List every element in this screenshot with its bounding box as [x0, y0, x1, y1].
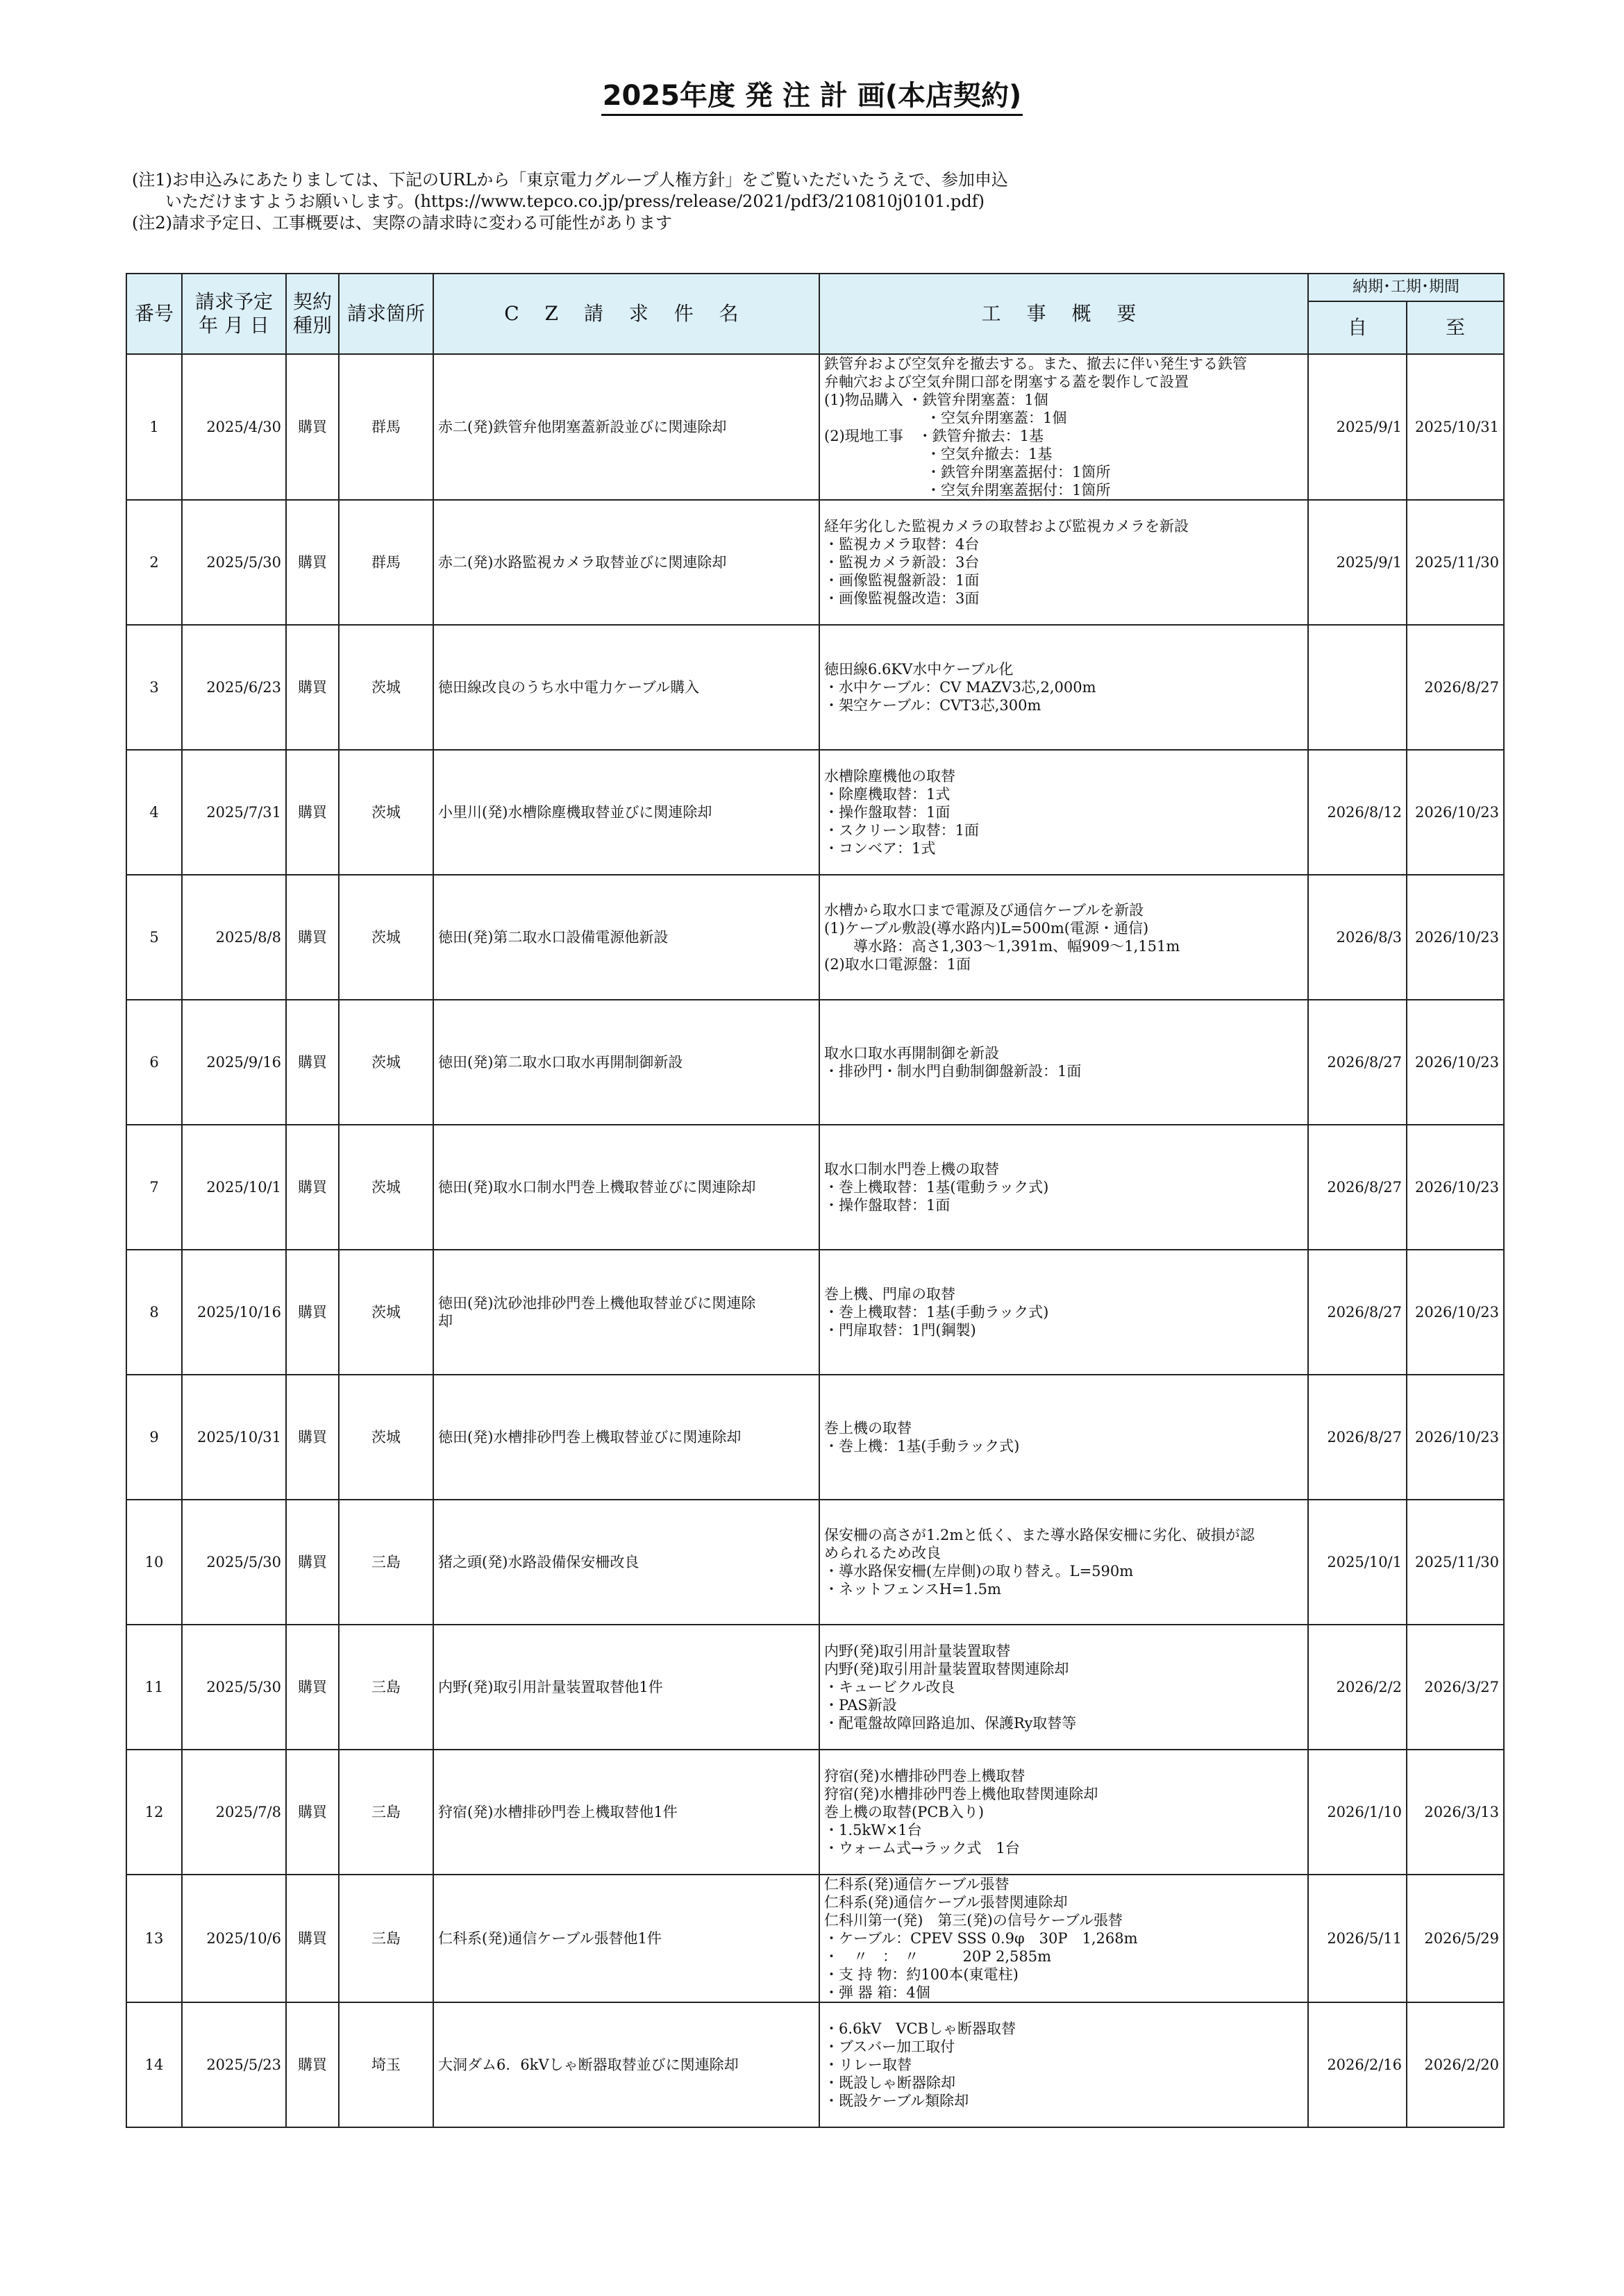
cell-summary: 徳田線6.6KV水中ケーブル化 ・水中ケーブル：CV MAZV3芯,2,000m ・架空ケーブル：CVT3芯,300m	[819, 625, 1308, 750]
cell-type: 購買	[286, 1500, 339, 1625]
cell-no: 14	[126, 2002, 182, 2127]
cell-from: 2026/2/2	[1308, 1625, 1407, 1750]
cell-no: 13	[126, 1875, 182, 2002]
cell-from: 2025/10/1	[1308, 1500, 1407, 1625]
cell-name: 赤二(発)鉄管弁他閉塞蓋新設並びに関連除却	[433, 354, 819, 500]
cell-to: 2026/10/23	[1407, 1250, 1504, 1375]
cell-no: 1	[126, 354, 182, 500]
header-no: 番号	[126, 274, 182, 354]
cell-summary: 経年劣化した監視カメラの取替および監視カメラを新設 ・監視カメラ取替：4台 ・監視カメラ新設：3台 ・画像監視盤新設：1面 ・画像監視盤改造：3面	[819, 500, 1308, 625]
cell-to: 2026/10/23	[1407, 1125, 1504, 1250]
cell-name: 徳田(発)水槽排砂門巻上機取替並びに関連除却	[433, 1375, 819, 1500]
notes	[132, 169, 1521, 234]
cell-type: 購買	[286, 1875, 339, 2002]
cell-summary: 巻上機の取替 ・巻上機：1基(手動ラック式)	[819, 1375, 1308, 1500]
cell-name: 小里川(発)水槽除塵機取替並びに関連除却	[433, 750, 819, 875]
cell-to: 2026/8/27	[1407, 625, 1504, 750]
cell-type: 購買	[286, 2002, 339, 2127]
cell-to: 2026/10/23	[1407, 1000, 1504, 1125]
cell-from: 2026/5/11	[1308, 1875, 1407, 2002]
table-row	[126, 1125, 1504, 1250]
cell-type: 購買	[286, 1125, 339, 1250]
cell-from: 2026/1/10	[1308, 1750, 1407, 1875]
cell-date: 2025/5/30	[182, 1625, 286, 1750]
header-period: 納期･工期･期間	[1308, 274, 1504, 301]
cell-no: 12	[126, 1750, 182, 1875]
cell-no: 2	[126, 500, 182, 625]
cell-name: 徳田(発)沈砂池排砂門巻上機他取替並びに関連除 却	[433, 1250, 819, 1375]
table-row	[126, 2002, 1504, 2127]
cell-name: 徳田線改良のうち水中電力ケーブル購入	[433, 625, 819, 750]
cell-type: 購買	[286, 625, 339, 750]
cell-summary: 保安柵の高さが1.2mと低く、また導水路保安柵に劣化、破損が認 められるため改良 ・導水路保安柵(左岸側)の取り替え。L=590m ・ネットフェンスH=1.5m	[819, 1500, 1308, 1625]
cell-office: 三島	[339, 1875, 433, 2002]
cell-type: 購買	[286, 1000, 339, 1125]
cell-date: 2025/4/30	[182, 354, 286, 500]
cell-office: 茨城	[339, 1125, 433, 1250]
cell-from: 2026/8/27	[1308, 1250, 1407, 1375]
cell-office: 群馬	[339, 354, 433, 500]
cell-name: 徳田(発)取水口制水門巻上機取替並びに関連除却	[433, 1125, 819, 1250]
cell-no: 11	[126, 1625, 182, 1750]
table-row	[126, 1250, 1504, 1375]
cell-name: 猪之頭(発)水路設備保安柵改良	[433, 1500, 819, 1625]
table-row	[126, 625, 1504, 750]
note-1: (注1)お申込みにあたりましては、下記のURLから「東京電力グループ人権方針」をご覧いただいたうえで、参加申込	[132, 170, 1008, 190]
cell-office: 茨城	[339, 625, 433, 750]
cell-date: 2025/10/1	[182, 1125, 286, 1250]
cell-no: 4	[126, 750, 182, 875]
cell-type: 購買	[286, 354, 339, 500]
cell-no: 5	[126, 875, 182, 1000]
cell-from: 2025/9/1	[1308, 354, 1407, 500]
cell-name: 狩宿(発)水槽排砂門巻上機取替他1件	[433, 1750, 819, 1875]
cell-no: 8	[126, 1250, 182, 1375]
cell-type: 購買	[286, 1625, 339, 1750]
cell-office: 茨城	[339, 1000, 433, 1125]
cell-name: 大洞ダム6．6kVしゃ断器取替並びに関連除却	[433, 2002, 819, 2127]
cell-name: 徳田(発)第二取水口取水再開制御新設	[433, 1000, 819, 1125]
cell-from: 2026/2/16	[1308, 2002, 1407, 2127]
table-row	[126, 1000, 1504, 1125]
cell-to: 2025/11/30	[1407, 500, 1504, 625]
table-row	[126, 500, 1504, 625]
cell-type: 購買	[286, 750, 339, 875]
cell-summary: 鉄管弁および空気弁を撤去する。また、撤去に伴い発生する鉄管 弁軸穴および空気弁開口部を閉塞する蓋を製作して設置 (1)物品購入 ・鉄管弁閉塞蓋：1個 ・空気弁閉塞蓋：1個 (2)現地工事 ・鉄管弁撤去：1基 ・空気弁撤去：1基 ・鉄管弁閉塞蓋据付：1箇所 ・空気弁閉塞蓋据付：1箇所	[819, 354, 1308, 500]
note-2: いただけますようお願いします。(https://www.tepco.co.jp/press/release/2021/pdf3/210810j0101.pdf)	[132, 192, 985, 211]
table-row	[126, 875, 1504, 1000]
cell-summary: 巻上機、門扉の取替 ・巻上機取替：1基(手動ラック式) ・門扉取替：1門(鋼製)	[819, 1250, 1308, 1375]
cell-from	[1308, 625, 1407, 750]
cell-to: 2026/10/23	[1407, 1375, 1504, 1500]
cell-date: 2025/9/16	[182, 1000, 286, 1125]
cell-type: 購買	[286, 1250, 339, 1375]
cell-summary: 仁科系(発)通信ケーブル張替 仁科系(発)通信ケーブル張替関連除却 仁科川第一(発) 第三(発)の信号ケーブル張替 ・ケーブル：CPEV SSS 0.9φ 30P 1,268m ・ 〃 ： 〃 20P 2,585m ・支 持 物：約100本(東電柱) ・弾 器 箱：4個	[819, 1875, 1308, 2002]
cell-summary: 水槽から取水口まで電源及び通信ケーブルを新設 (1)ケーブル敷設(導水路内)L=500m(電源・通信) 導水路：高さ1,303～1,391m、幅909～1,151m (2)取水口電源盤：1面	[819, 875, 1308, 1000]
cell-from: 2026/8/3	[1308, 875, 1407, 1000]
cell-office: 群馬	[339, 500, 433, 625]
header-from: 自	[1308, 301, 1407, 354]
cell-date: 2025/10/6	[182, 1875, 286, 2002]
cell-date: 2025/7/31	[182, 750, 286, 875]
header-to: 至	[1407, 301, 1504, 354]
table-row	[126, 1375, 1504, 1500]
cell-to: 2026/10/23	[1407, 750, 1504, 875]
cell-name: 徳田(発)第二取水口設備電源他新設	[433, 875, 819, 1000]
header-type: 契約 種別	[286, 274, 339, 354]
cell-summary: 取水口制水門巻上機の取替 ・巻上機取替：1基(電動ラック式) ・操作盤取替：1面	[819, 1125, 1308, 1250]
cell-office: 三島	[339, 1750, 433, 1875]
cell-summary: 内野(発)取引用計量装置取替 内野(発)取引用計量装置取替関連除却 ・キュービクル改良 ・PAS新設 ・配電盤故障回路追加、保護Ry取替等	[819, 1625, 1308, 1750]
cell-to: 2025/10/31	[1407, 354, 1504, 500]
cell-type: 購買	[286, 1375, 339, 1500]
cell-name: 仁科系(発)通信ケーブル張替他1件	[433, 1875, 819, 2002]
cell-no: 9	[126, 1375, 182, 1500]
header-date: 請求予定 年 月 日	[182, 274, 286, 354]
cell-to: 2026/5/29	[1407, 1875, 1504, 2002]
cell-date: 2025/5/30	[182, 1500, 286, 1625]
cell-to: 2025/11/30	[1407, 1500, 1504, 1625]
cell-no: 6	[126, 1000, 182, 1125]
header-name: C Z 請 求 件 名	[433, 274, 819, 354]
page-title: 2025年度 発 注 計 画(本店契約)	[0, 74, 1624, 113]
header-summary: 工 事 概 要	[819, 274, 1308, 354]
header-office: 請求箇所	[339, 274, 433, 354]
cell-summary: 狩宿(発)水槽排砂門巻上機取替 狩宿(発)水槽排砂門巻上機他取替関連除却 巻上機の取替(PCB入り) ・1.5kW×1台 ・ウォーム式→ラック式 1台	[819, 1750, 1308, 1875]
cell-no: 3	[126, 625, 182, 750]
cell-office: 茨城	[339, 1375, 433, 1500]
cell-office: 茨城	[339, 750, 433, 875]
cell-summary: 水槽除塵機他の取替 ・除塵機取替：1式 ・操作盤取替：1面 ・スクリーン取替：1面 ・コンベア：1式	[819, 750, 1308, 875]
cell-from: 2026/8/12	[1308, 750, 1407, 875]
cell-date: 2025/10/16	[182, 1250, 286, 1375]
cell-name: 内野(発)取引用計量装置取替他1件	[433, 1625, 819, 1750]
cell-type: 購買	[286, 1750, 339, 1875]
header-row-1	[126, 274, 1504, 301]
cell-office: 三島	[339, 1500, 433, 1625]
cell-to: 2026/3/27	[1407, 1625, 1504, 1750]
table-row	[126, 1750, 1504, 1875]
order-plan-table	[126, 273, 1505, 2128]
table-row	[126, 1500, 1504, 1625]
cell-date: 2025/7/8	[182, 1750, 286, 1875]
cell-date: 2025/5/23	[182, 2002, 286, 2127]
cell-to: 2026/3/13	[1407, 1750, 1504, 1875]
cell-date: 2025/5/30	[182, 500, 286, 625]
cell-date: 2025/10/31	[182, 1375, 286, 1500]
cell-name: 赤二(発)水路監視カメラ取替並びに関連除却	[433, 500, 819, 625]
cell-office: 茨城	[339, 875, 433, 1000]
cell-office: 茨城	[339, 1250, 433, 1375]
cell-date: 2025/8/8	[182, 875, 286, 1000]
cell-to: 2026/2/20	[1407, 2002, 1504, 2127]
cell-date: 2025/6/23	[182, 625, 286, 750]
table-row	[126, 750, 1504, 875]
table-row	[126, 1875, 1504, 2002]
cell-office: 三島	[339, 1625, 433, 1750]
cell-summary: 取水口取水再開制御を新設 ・排砂門・制水門自動制御盤新設：1面	[819, 1000, 1308, 1125]
table-row	[126, 354, 1504, 500]
cell-to: 2026/10/23	[1407, 875, 1504, 1000]
cell-no: 7	[126, 1125, 182, 1250]
cell-office: 埼玉	[339, 2002, 433, 2127]
cell-type: 購買	[286, 500, 339, 625]
cell-from: 2025/9/1	[1308, 500, 1407, 625]
cell-summary: ・6.6kV VCBしゃ断器取替 ・ブスバー加工取付 ・リレー取替 ・既設しゃ断器除却 ・既設ケーブル類除却	[819, 2002, 1308, 2127]
table-row	[126, 1625, 1504, 1750]
cell-from: 2026/8/27	[1308, 1000, 1407, 1125]
cell-from: 2026/8/27	[1308, 1375, 1407, 1500]
cell-type: 購買	[286, 875, 339, 1000]
note-3: (注2)請求予定日、工事概要は、実際の請求時に変わる可能性があります	[132, 213, 672, 233]
cell-no: 10	[126, 1500, 182, 1625]
cell-from: 2026/8/27	[1308, 1125, 1407, 1250]
